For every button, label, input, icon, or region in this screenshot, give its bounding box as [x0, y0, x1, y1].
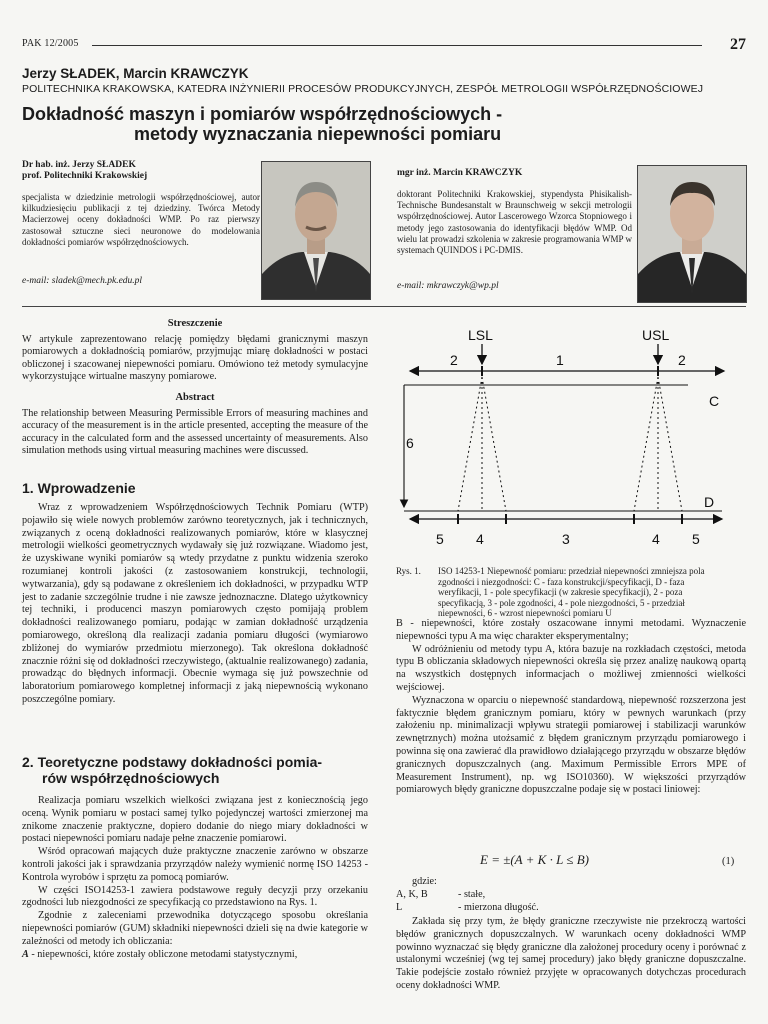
title-line-2: metody wyznaczania niepewności pomiaru	[134, 124, 502, 144]
right-column-conclusion	[396, 916, 746, 993]
definition-1-text: - stałe,	[458, 889, 486, 900]
title-line-1: Dokładność maszyn i pomiarów współrzędnościowych -	[22, 104, 503, 124]
definition-2-text: - mierzona długość.	[458, 902, 539, 913]
bio-1-title: prof. Politechniki Krakowskiej	[22, 171, 148, 181]
label-d: D	[704, 494, 715, 510]
label-1: 1	[556, 352, 564, 368]
abstract-en-heading: Abstract	[175, 392, 215, 403]
definition-1-symbol: A, K, B	[396, 889, 428, 900]
right-paragraph-1: B - niepewności, które zostały oszacowane innymi metodami. Wyznaczenie niepewności typu A ma więc charakter eksperymentalny;	[396, 618, 746, 642]
bio-1-name: Dr hab. inż. Jerzy SŁADEK	[22, 160, 136, 170]
section-2-paragraph-5	[22, 949, 368, 962]
section-2-heading-line-1: 2. Teoretyczne podstawy dokładności pomia-	[22, 754, 323, 770]
author-bio-1	[22, 160, 260, 248]
definition-2-symbol: L	[396, 902, 403, 913]
journal-issue: PAK 12/2005	[22, 38, 79, 49]
bio-2-text: doktorant Politechniki Krakowskiej, stypendysta Phisikalish-Technische Bundesanstalt w Braunschweig w sekcji metrologii współrzędnościowej. Autor Lascerowego Wzorca Stopniowego i metody jego zastosowania do identyfikacji błędów WMP. Od wielu lat prowadzi szkolenia w zakresie programowania WMP w systemach QUINDOS i PC-DMIS.	[397, 189, 632, 256]
type-a-symbol: A	[22, 948, 29, 960]
type-a-definition: - niepewności, które zostały obliczone metodami statystycznymi,	[28, 948, 298, 960]
label-c: C	[709, 393, 720, 409]
bio-2-name: mgr inż. Marcin KRAWCZYK	[397, 168, 523, 178]
section-1-body	[22, 502, 368, 707]
section-2-heading	[22, 754, 368, 786]
section-2-paragraph-1: Realizacja pomiaru wszelkich wielkości związana jest z koniecznością jego oceną. Wynik pomiaru w postaci samej tylko pojedynczej wartości zmierzonej ma znikome znaczenie praktyczne, dopiero dodanie do niego miary dokładności w postaci niepewności pomiaru nadaje pełne znaczenie pomiarowi.	[22, 795, 368, 845]
figure-caption-label: Rys. 1.	[396, 566, 421, 576]
section-1-paragraph: Wraz z wprowadzeniem Współrzędnościowych Technik Pomiaru (WTP) pojawiło się wiele nowych problemów zarówno teoretycznych, jak i technicznych, związanych z oceną dokładności realizowanych pomiarów, które w klasycznej metrologii wielkości geometrycznych wydawały się już rozwiązane. Wiadomo jest, że uzyskiwane wyniki pomiarów są wtedy przydatne z punktu widzenia szeroko rozumianej kontroli jakości (z zastosowaniem konstrukcji, technologii, wytwarzania), gdy są podawane z określeniem ich dokładności, w przypadku WTP jest to zadanie szczególnie trudne i nie zawsze jednoznaczne. Dlatego użytkownicy tej techniki, i producenci maszyn pomiarowych często pomijają problem dokładności realizowanego pomiaru, podając w zamian dokładność urządzenia pomiarowego, określoną dla realizacji zadania pomiaru długości (wymiarowo zbliżonej do wymiarów przedmiotu mierzonego). Tak określona dokładność znacznie różni się od dokładności rzeczywistego, (aktualnie realizowanego) zadania, prowadząc do błędnych informacji. Obecnie wymaga się już powszechnie od laboratorium pomiarowego kompletnej informacji z jaką niepewnością wykonano poszczególne pomiary.	[22, 502, 368, 705]
label-6: 6	[406, 435, 414, 451]
definitions-intro: gdzie:	[412, 876, 437, 887]
label-5-right: 5	[692, 531, 700, 547]
article-authors: Jerzy SŁADEK, Marcin KRAWCZYK	[22, 66, 249, 81]
header-rule	[92, 45, 702, 46]
author-bio-2	[397, 168, 632, 256]
label-2-left: 2	[450, 352, 458, 368]
article-affiliation: POLITECHNIKA KRAKOWSKA, KATEDRA INŻYNIERII PROCESÓW PRODUKCYJNYCH, ZESPÓŁ METROLOGII WSPÓŁRZĘDNOŚCIOWEJ	[22, 83, 704, 95]
author-photo-2	[637, 165, 747, 303]
right-paragraph-2: W odróżnieniu od metody typu A, która bazuje na rozkładach częstości, metoda typu B obliczania składowych niepewności określa się przez analizę naukową opartą na wszystkich dostępnych informacjach o możliwej zmienności wielkości wejściowej.	[396, 643, 746, 693]
figure-1	[396, 322, 746, 562]
label-4-left: 4	[476, 531, 484, 547]
right-column-body	[396, 618, 746, 797]
bio-1-email: e-mail: sladek@mech.pk.edu.pl	[22, 276, 143, 286]
right-paragraph-3: Wyznaczona w oparciu o niepewność standardową, niepewność rozszerzona jest faktycznie błędem granicznym pomiaru, który w pewnych warunkach (przy założeniu np. minimalizacji wpływu strategii pomiarowej i stabilizacji warunków zewnętrznych) można utożsamić z błędem granicznym przyrządu pomiarowego i powinna się ona zawierać dla prawidłowo działającego przyrządu w obszarze błędów granicznych dopuszczalnych (ang. Maximum Permissible Errors MPE of Measurement Instrument), np. wg ISO10360). W większości przyrządów pomiarowych błędy graniczne dopuszczalne podaje się w postaci liniowej:	[396, 694, 746, 796]
uncertainty-cones	[458, 377, 682, 511]
section-2-body	[22, 795, 368, 961]
label-lsl: LSL	[468, 327, 493, 343]
abstract-en-text: The relationship between Measuring Permissible Errors of measuring machines and accuracy of the measurement is in the article presented, accepting the measure of the accuracy in the calculated form and the assessed uncertainty of measurements. Also simulation methods using virtual measuring machines were discussed.	[22, 408, 368, 457]
author-photo-1	[261, 161, 371, 300]
abstract-pl-text: W artykule zaprezentowano relację pomiędzy błędami granicznymi maszyn pomiarowych a dokładnością pomiarów, przyjmując miarę dokładności w postaci obliczonej i szacowanej niepewności pomiaru. Omówiono też metody symulacyjne wykorzystujące wirtualne maszyny pomiarowe.	[22, 334, 368, 383]
section-2-heading-line-2: rów współrzędnościowych	[42, 770, 220, 786]
section-1-heading: 1. Wprowadzenie	[22, 480, 136, 496]
abstract-pl-heading: Streszczenie	[167, 318, 223, 329]
label-4-right: 4	[652, 531, 660, 547]
label-usl: USL	[642, 327, 670, 343]
label-3: 3	[562, 531, 570, 547]
label-2-right: 2	[678, 352, 686, 368]
section-2-paragraph-3: W części ISO14253-1 zawiera podstawowe reguły decyzji przy orzekaniu zgodności lub niezgodności ze specyfikacją co przedstawiono na Rys. 1.	[22, 884, 368, 909]
equation-1: E = ±(A + K · L ≤ B)	[480, 852, 589, 867]
bio-1-text: specjalista w dziedzinie metrologii współrzędnościowej, autor kilkudziesięciu publikacji z tej dziedziny. Twórca Metody Macierzowej oceny dokładności WMP. Po raz pierwszy zastosował sztuczne sieci neuronowe do modelowania dokładności pomiarów współrzędnościowych.	[22, 192, 260, 247]
label-5-left: 5	[436, 531, 444, 547]
section-2-paragraph-4: Zgodnie z zaleceniami przewodnika dotyczącego sposobu określania niepewności pomiarów (GUM) składniki niepewności dzieli się na dwie kategorie w zależności od metody ich obliczania:	[22, 910, 368, 947]
header-block-rule	[22, 306, 746, 307]
equation-number: (1)	[722, 856, 735, 867]
bio-2-email: e-mail: mkrawczyk@wp.pl	[397, 281, 499, 291]
page-number: 27	[730, 36, 746, 53]
right-paragraph-4: Zakłada się przy tym, że błędy graniczne rzeczywiste nie przekroczą wartości błędów granicznych dopuszczalnych. W warunkach oceny dokładności WMP powinno wyznaczać się błędy graniczne dla założonej procedury oceny i porównać z ustalonymi wcześniej (wg tej samej procedury) jako błędy graniczne dopuszczalne. Takie podejście zostało również przyjęte w opracowanych dotychczas procedurach oceny dokładności WMP.	[396, 916, 746, 991]
article-title	[22, 104, 622, 144]
figure-caption: ISO 14253-1 Niepewność pomiaru: przedział niepewności zmniejsza pola zgodności i niezgodności: C - faza konstrukcji/specyfikacji, D - faza weryfikacji, 1 - pole specyfikacji (w zakresie specyfikacji), 2 - poza specyfikacją, 3 - pole zgodności, 4 - pole niezgodności, 5 - przedział niepewności, 6 - wzrost niepewności pomiaru U	[438, 566, 705, 618]
section-2-paragraph-2: Wśród opracowań mających duże praktyczne znaczenie zarówno w obszarze kontroli jakości jak i sprawdzania przyrządów należy wymienić normę ISO 14253 - Kontrola wyrobów i sprzętu za pomocą pomiarów.	[22, 846, 368, 883]
